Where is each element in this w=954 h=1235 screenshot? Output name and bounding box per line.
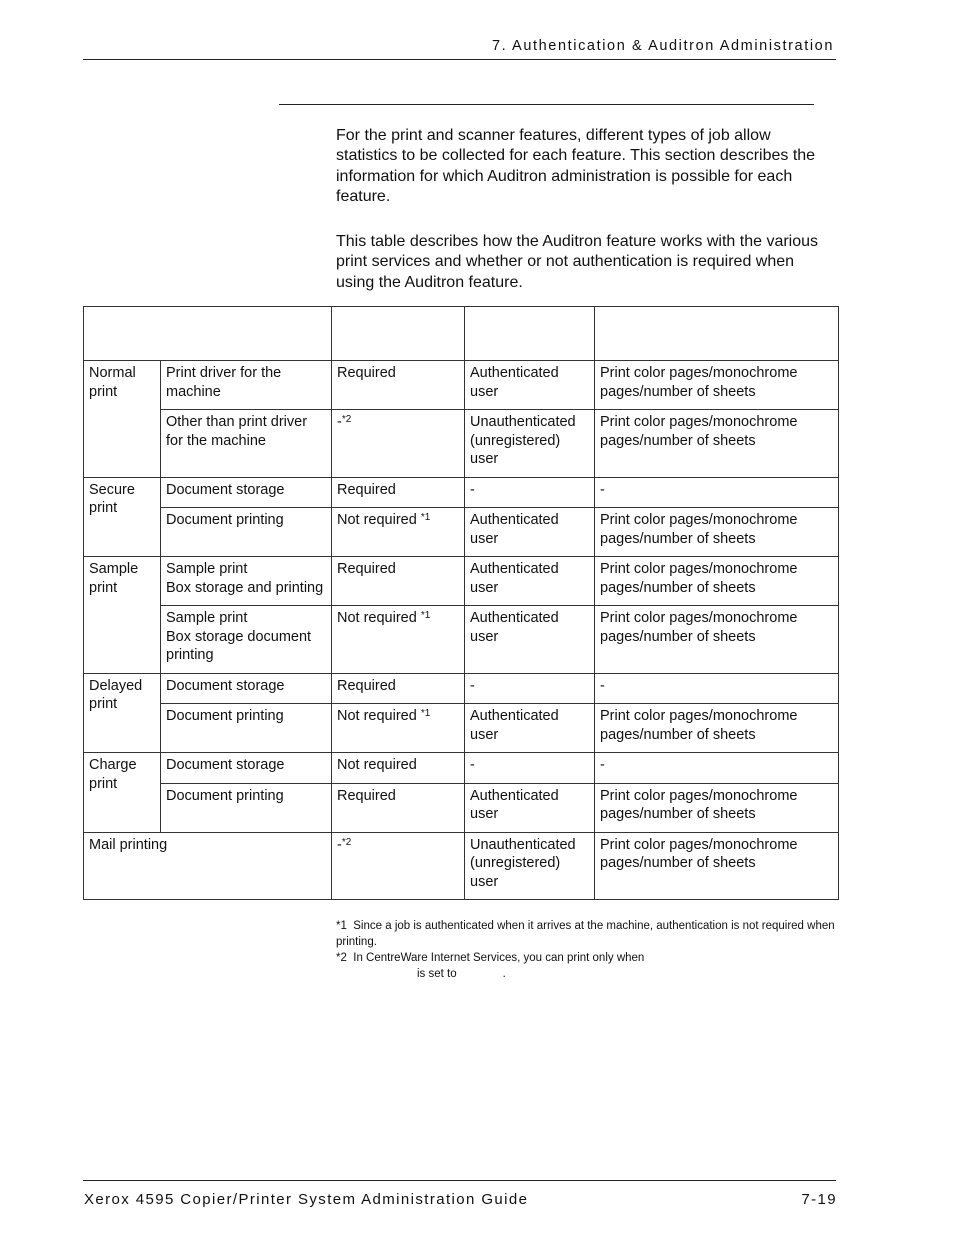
info-cell <box>595 410 839 478</box>
info-cell-text: Print color pages/monochrome pages/number of sheets <box>600 512 798 547</box>
footnote-1 <box>336 918 846 950</box>
table-row <box>84 361 839 410</box>
table-row <box>84 753 839 784</box>
table-row <box>84 606 839 674</box>
user-cell <box>465 508 595 557</box>
table-row <box>84 704 839 753</box>
authentication-cell-footnote-mark: *1 <box>420 512 431 523</box>
authentication-cell-footnote-mark: *2 <box>341 836 352 848</box>
authentication-cell <box>332 477 465 508</box>
header-cell-service <box>84 307 332 361</box>
print-service-name: Secure print <box>89 481 135 516</box>
authentication-cell-text: Required <box>337 481 396 498</box>
user-cell-text: Authenticated user <box>470 365 559 400</box>
info-cell-text: Print color pages/monochrome pages/number of sheets <box>600 708 798 743</box>
authentication-cell <box>332 673 465 704</box>
authentication-cell-text: Not required <box>337 512 421 528</box>
authentication-cell <box>332 361 465 410</box>
authentication-cell <box>332 606 465 674</box>
header-cell-authentication <box>332 307 465 361</box>
authentication-cell <box>332 783 465 832</box>
user-cell <box>465 832 595 900</box>
info-cell-text: - <box>600 757 605 773</box>
user-cell <box>465 753 595 784</box>
user-cell <box>465 606 595 674</box>
user-cell <box>465 410 595 478</box>
info-cell <box>595 361 839 410</box>
authentication-cell <box>332 410 465 478</box>
user-cell-text: Authenticated user <box>470 708 559 743</box>
info-cell <box>595 832 839 900</box>
footnote-2-continuation <box>336 966 846 982</box>
print-service-name: Mail printing <box>89 836 168 853</box>
intro-paragraph-2: This table describes how the Auditron feature works with the various print services and whether or not authentication is required when using the Auditron feature. <box>336 233 819 291</box>
info-cell <box>595 557 839 606</box>
print-service-name: Normal print <box>89 365 136 400</box>
authentication-cell-footnote-mark: *2 <box>341 414 352 425</box>
footnote-2 <box>336 950 846 966</box>
job-type-cell-text: Document storage <box>166 481 285 498</box>
print-service-name: Charge print <box>89 757 137 792</box>
authentication-cell-text: Required <box>337 677 396 694</box>
authentication-cell-text: Required <box>337 365 396 381</box>
print-service-cell <box>84 673 161 753</box>
table-row <box>84 783 839 832</box>
print-service-cell <box>84 477 161 557</box>
print-service-name: Sample print <box>89 561 139 596</box>
footer-rule <box>83 1180 836 1181</box>
info-cell-text: Print color pages/monochrome pages/number of sheets <box>600 787 798 822</box>
table-row <box>84 557 839 606</box>
print-service-cell <box>84 557 161 674</box>
auditron-print-table <box>83 306 839 900</box>
job-type-cell <box>161 361 332 410</box>
user-cell <box>465 783 595 832</box>
user-cell <box>465 477 595 508</box>
info-cell-text: Print color pages/monochrome pages/number of sheets <box>600 414 798 449</box>
info-cell <box>595 704 839 753</box>
job-type-cell-text: Document storage <box>166 677 285 694</box>
authentication-cell-text: - <box>337 836 342 853</box>
print-service-name: Delayed print <box>89 677 143 712</box>
job-type-cell-text: Sample print Box storage and printing <box>166 561 324 596</box>
authentication-cell-text: - <box>337 414 342 430</box>
user-cell-text: Authenticated user <box>470 787 559 822</box>
table-row <box>84 508 839 557</box>
job-type-cell <box>161 606 332 674</box>
job-type-cell <box>161 783 332 832</box>
header-rule <box>83 59 836 60</box>
authentication-cell-text: Not required <box>337 757 417 773</box>
authentication-cell-footnote-mark: *1 <box>420 610 431 621</box>
print-service-cell <box>84 832 332 900</box>
info-cell-text: Print color pages/monochrome pages/number of sheets <box>600 561 798 596</box>
authentication-cell-text: Not required <box>337 610 421 626</box>
info-cell <box>595 508 839 557</box>
authentication-cell <box>332 557 465 606</box>
table-row <box>84 673 839 704</box>
job-type-cell-text: Print driver for the machine <box>166 365 282 400</box>
footnote-2-text: In CentreWare Internet Services, you can print only when <box>353 952 645 964</box>
footnote-2-cont-b: . <box>502 968 506 980</box>
authentication-cell-text: Required <box>337 787 396 804</box>
table-row <box>84 832 839 900</box>
authentication-cell <box>332 832 465 900</box>
table-row <box>84 477 839 508</box>
job-type-cell <box>161 557 332 606</box>
info-cell-text: Print color pages/monochrome pages/number of sheets <box>600 610 798 645</box>
authentication-cell <box>332 704 465 753</box>
user-cell <box>465 361 595 410</box>
job-type-cell-text: Sample print Box storage document printing <box>166 610 312 663</box>
info-cell <box>595 477 839 508</box>
footnote-2-mark: *2 <box>336 952 347 964</box>
user-cell-text: Unauthenticated (unregistered) user <box>470 836 576 890</box>
authentication-cell-text: Required <box>337 561 396 577</box>
info-cell-text: - <box>600 677 605 694</box>
user-cell-text: Unauthenticated (unregistered) user <box>470 414 576 467</box>
info-cell-text: Print color pages/monochrome pages/number of sheets <box>600 365 798 400</box>
info-cell-text: - <box>600 481 605 498</box>
footnote-1-mark: *1 <box>336 920 347 932</box>
user-cell <box>465 557 595 606</box>
user-cell-text: Authenticated user <box>470 561 559 596</box>
user-cell-text: - <box>470 677 475 694</box>
info-cell <box>595 753 839 784</box>
footer-guide-title: Xerox 4595 Copier/Printer System Administration Guide <box>84 1191 529 1208</box>
job-type-cell <box>161 410 332 478</box>
job-type-cell <box>161 508 332 557</box>
info-cell <box>595 673 839 704</box>
user-cell <box>465 704 595 753</box>
header-cell-user <box>465 307 595 361</box>
authentication-cell-footnote-mark: *1 <box>420 708 431 719</box>
authentication-cell-text: Not required <box>337 708 421 724</box>
job-type-cell <box>161 673 332 704</box>
user-cell <box>465 673 595 704</box>
info-cell <box>595 606 839 674</box>
header-cell-info <box>595 307 839 361</box>
job-type-cell-text: Document printing <box>166 787 284 804</box>
info-cell-text: Print color pages/monochrome pages/number of sheets <box>600 836 798 871</box>
user-cell-text: Authenticated user <box>470 610 559 645</box>
job-type-cell-text: Other than print driver for the machine <box>166 414 308 449</box>
user-cell-text: - <box>470 757 475 773</box>
authentication-cell <box>332 508 465 557</box>
job-type-cell-text: Document storage <box>166 757 285 773</box>
job-type-cell-text: Document printing <box>166 708 284 724</box>
section-title-rule <box>279 104 814 105</box>
footnote-1-text: Since a job is authenticated when it arrives at the machine, authentication is not required when printing. <box>336 920 835 948</box>
authentication-cell <box>332 753 465 784</box>
footnotes <box>336 918 846 982</box>
user-cell-text: - <box>470 481 475 498</box>
job-type-cell-text: Document printing <box>166 512 284 528</box>
job-type-cell <box>161 477 332 508</box>
user-cell-text: Authenticated user <box>470 512 559 547</box>
job-type-cell <box>161 704 332 753</box>
intro-paragraph-1: For the print and scanner features, different types of job allow statistics to be collected for each feature. This section describes the information for which Auditron administration is possible for each feature. <box>336 127 816 205</box>
info-cell <box>595 783 839 832</box>
print-service-cell <box>84 753 161 833</box>
job-type-cell <box>161 753 332 784</box>
footer-page-number: 7-19 <box>801 1191 837 1208</box>
footnote-2-cont-a: is set to <box>417 968 457 980</box>
chapter-header: 7. Authentication & Auditron Administration <box>491 38 834 54</box>
table-row <box>84 410 839 478</box>
table-header-row <box>84 307 839 361</box>
print-service-cell <box>84 361 161 478</box>
